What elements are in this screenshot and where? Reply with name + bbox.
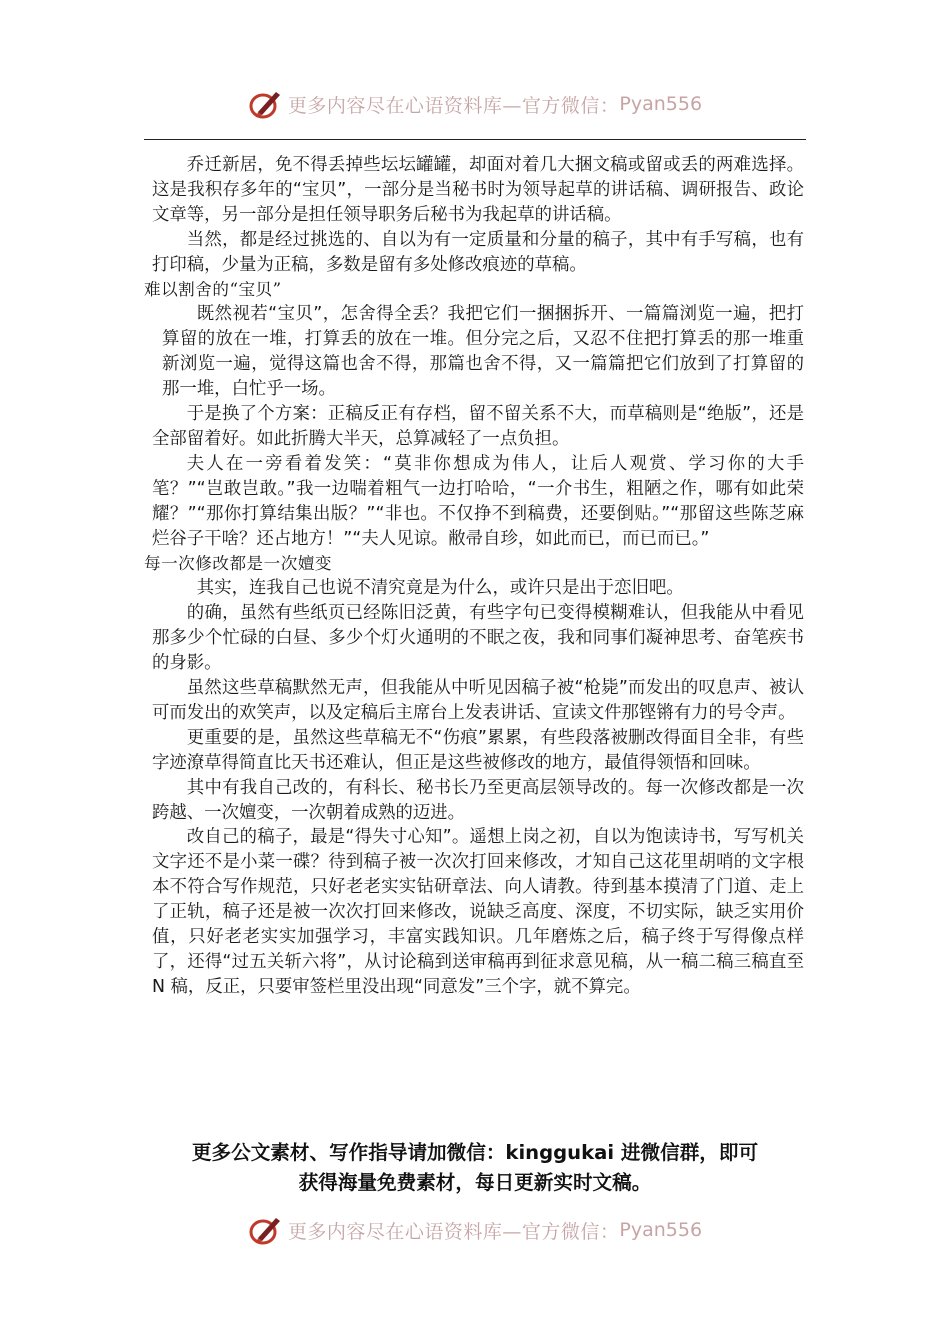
- page-footer-watermark: [0, 1210, 950, 1250]
- header-wechat-id: Pyan556: [619, 93, 703, 115]
- article-body: [144, 153, 804, 1000]
- paragraph: 更重要的是，虽然这些草稿无不“伤痕”累累，有些段落被删改得面目全非，有些字迹潦草得简直比天书还难认，但正是这些被修改的地方，最值得领悟和回味。: [152, 727, 804, 773]
- paragraph: 虽然这些草稿默然无声，但我能从中听见因稿子被“枪毙”而发出的叹息声、被认可而发出的欢笑声，以及定稿后主席台上发表讲话、宣读文件那铿锵有力的号令声。: [152, 678, 804, 723]
- paragraph: 夫人在一旁看着发笑：“莫非你想成为伟人，让后人观赏、学习你的大手笔？”“岂敢岂敢。”我一边喘着粗气一边打哈哈，“一介书生，粗陋之作，哪有如此荣耀？”“那你打算结集出版？”“非也。不仅挣不到稿费，还要倒贴。”“那留这些陈芝麻烂谷子干啥？还占地方！”“夫人见谅。敝帚自珍，如此而已，而已而已。”: [152, 453, 804, 549]
- paragraph: 的确，虽然有些纸页已经陈旧泛黄，有些字句已变得模糊难认，但我能从中看见那多少个忙碌的白昼、多少个灯火通明的不眠之夜，我和同事们凝神思考、奋笔疾书的身影。: [152, 603, 804, 674]
- paragraph: 改自己的稿子，最是“得失寸心知”。遥想上岗之初，自以为饱读诗书，写写机关文字还不是小菜一碟？待到稿子被一次次打回来修改，才知自己这花里胡哨的文字根本不符合写作规范，只好老老实实钻研章法、向人请教。待到基本摸清了门道、走上了正轨，稿子还是被一次次打回来修改，说缺乏高度、深度，不切实际，缺乏实用价值，只好老老实实加强学习，丰富实践知识。几年磨炼之后，稿子终于写得像点样了，还得“过五关斩六将”，从讨论稿到送审稿再到征求意见稿，从一稿二稿三稿直至 N 稿，反正，只要审签栏里没出现“同意发”三个字，就不算完。: [152, 827, 804, 997]
- footer-brand-text: 更多内容尽在心语资料库—官方微信：: [287, 1220, 620, 1243]
- footer-wechat-id: Pyan556: [619, 1219, 703, 1241]
- header-brand-text: 更多内容尽在心语资料库—官方微信：: [287, 94, 620, 117]
- paragraph: 乔迁新居，免不得丢掉些坛坛罐罐，却面对着几大捆文稿或留或丢的两难选择。这是我积存多年的“宝贝”，一部分是当秘书时为领导起草的讲话稿、调研报告、政论文章等，另一部分是担任领导职务后秘书为我起草的讲话稿。: [152, 155, 804, 225]
- paragraph: 其实，连我自己也说不清究竟是为什么，或许只是出于恋旧吧。: [196, 578, 684, 599]
- page-header-watermark: [0, 84, 950, 124]
- paragraph: 当然，都是经过挑选的、自以为有一定质量和分量的稿子，其中有手写稿，也有打印稿，少量为正稿，多数是留有多处修改痕迹的草稿。: [152, 229, 804, 275]
- header-divider: [144, 139, 806, 140]
- pen-logo-icon: [248, 1214, 284, 1246]
- promo-line-1: 更多公文素材、写作指导请加微信：kinggukai 进微信群，即可: [191, 1141, 759, 1164]
- section-heading: 每一次修改都是一次嬗变: [144, 553, 333, 573]
- section-heading: 难以割舍的“宝贝”: [144, 279, 282, 299]
- promo-line-2: 获得海量免费素材，每日更新实时文稿。: [298, 1171, 652, 1194]
- paragraph: 于是换了个方案：正稿反正有存档，留不留关系不大，而草稿则是“绝版”，还是全部留着好。如此折腾大半天，总算减轻了一点负担。: [152, 404, 804, 449]
- promo-callout: [150, 1138, 800, 1198]
- pen-logo-icon: [248, 88, 284, 120]
- paragraph: 其中有我自己改的，有科长、秘书长乃至更高层领导改的。每一次修改都是一次跨越、一次嬗变，一次朝着成熟的迈进。: [152, 777, 804, 823]
- paragraph: 既然视若“宝贝”，怎舍得全丢？我把它们一捆捆拆开、一篇篇浏览一遍，把打算留的放在一堆，打算丢的放在一堆。但分完之后，又忍不住把打算丢的那一堆重新浏览一遍，觉得这篇也舍不得，那篇也舍不得，又一篇篇把它们放到了打算留的那一堆，白忙乎一场。: [162, 304, 804, 400]
